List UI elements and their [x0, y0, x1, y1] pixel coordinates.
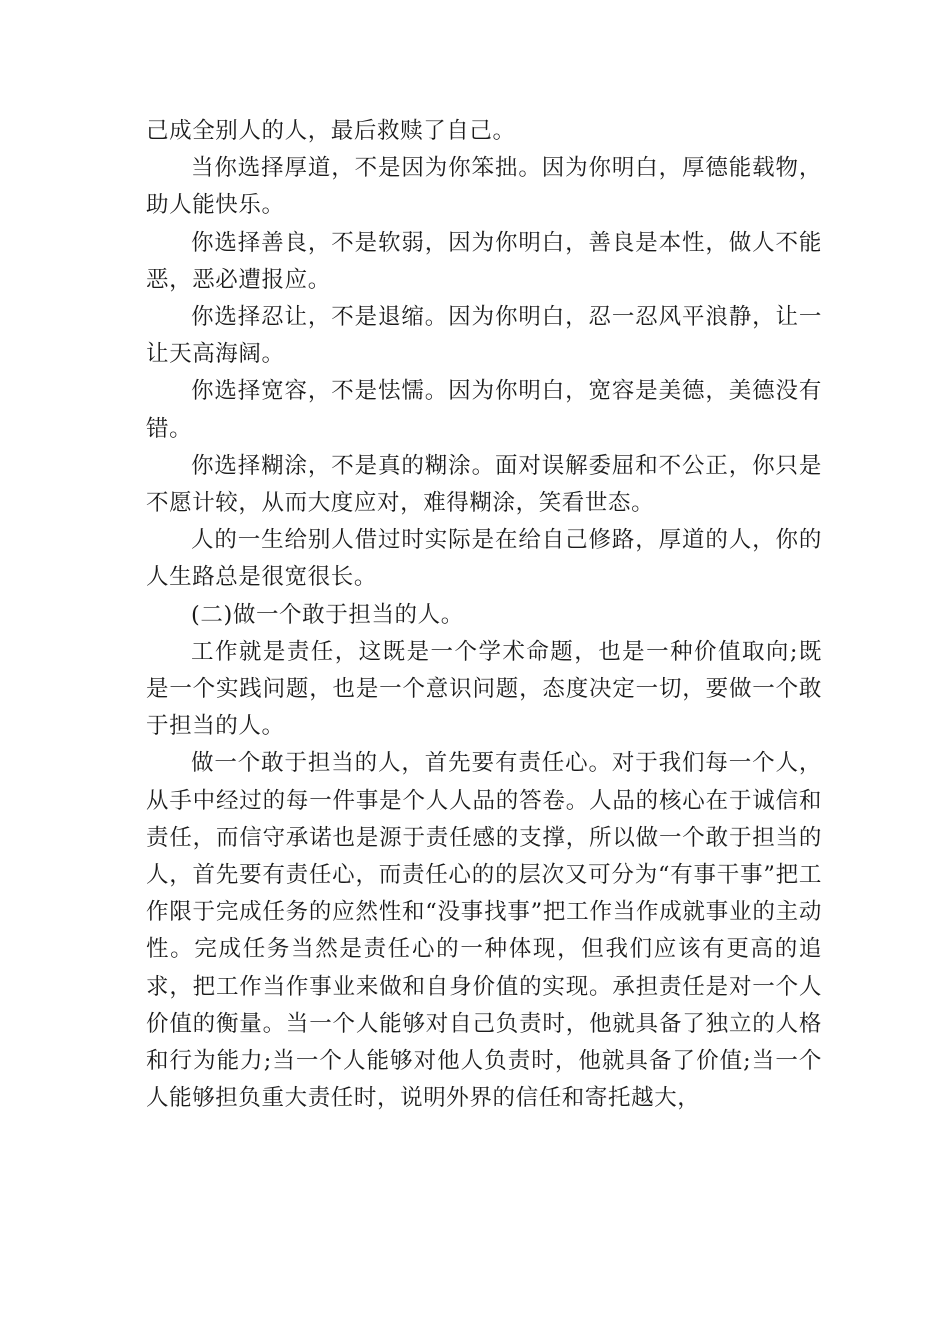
document-body: [146, 113, 822, 1117]
paragraph-6: 你选择糊涂，不是真的糊涂。面对误解委屈和不公正，你只是不愿计较，从而大度应对，难得糊涂，笑看世态。: [146, 452, 822, 517]
paragraph-7: 人的一生给别人借过时实际是在给自己修路，厚道的人，你的人生路总是很宽很长。: [146, 527, 822, 591]
paragraph-1: 己成全别人的人，最后救赎了自己。: [146, 118, 516, 144]
paragraph-9: 工作就是责任，这既是一个学术命题，也是一种价值取向;既是一个实践问题，也是一个意识问题，态度决定一切，要做一个敢于担当的人。: [146, 638, 822, 740]
paragraph-2: 当你选择厚道，不是因为你笨拙。因为你明白，厚德能载物，助人能快乐。: [146, 155, 822, 219]
section-heading: (二)做一个敢于担当的人。: [191, 601, 464, 628]
paragraph-10: 做一个敢于担当的人，首先要有责任心。对于我们每一个人，从手中经过的每一件事是个人人品的答卷。人品的核心在于诚信和责任，而信守承诺也是源于责任感的支撑，所以做一个敢于担当的人，首先要有责任心，而责任心的的层次又可分为“有事干事”把工作限于完成任务的应然性和“没事找事”把工作当作成就事业的主动性。完成任务当然是责任心的一种体现，但我们应该有更高的追求，把工作当作事业来做和自身价值的实现。承担责任是对一个人价值的衡量。当一个人能够对自己负责时，他就具备了独立的人格和行为能力;当一个人能够对他人负责时，他就具备了价值;当一个人能够担负重大责任时，说明外界的信任和寄托越大，: [146, 750, 822, 1112]
paragraph-5: 你选择宽容，不是怯懦。因为你明白，宽容是美德，美德没有错。: [146, 378, 822, 442]
paragraph-4: 你选择忍让，不是退缩。因为你明白，忍一忍风平浪静，让一让天高海阔。: [146, 304, 822, 368]
paragraph-3: 你选择善良，不是软弱，因为你明白，善良是本性，做人不能恶，恶必遭报应。: [146, 229, 822, 293]
